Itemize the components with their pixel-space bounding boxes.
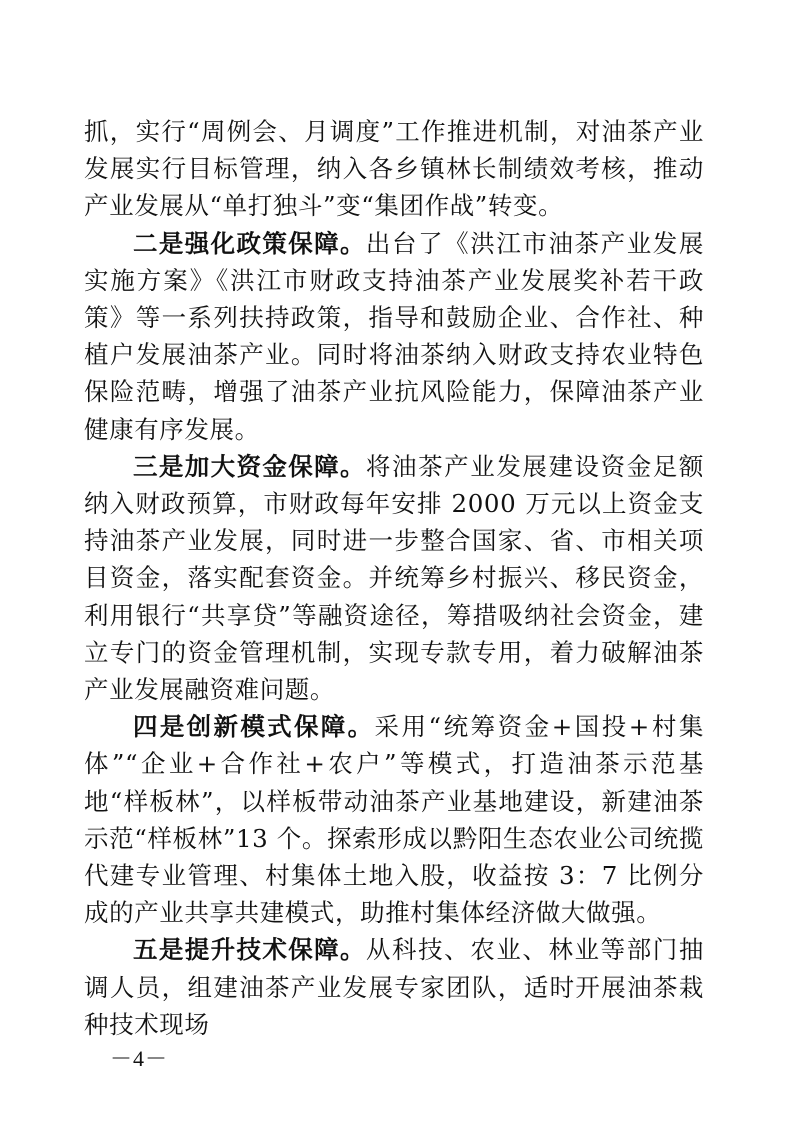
page-number: －4－ [110, 1046, 169, 1071]
paragraph-funding-guarantee [84, 448, 704, 708]
paragraph-lead: 二是强化政策保障。 [133, 228, 366, 258]
paragraph-text: 抓，实行“周例会、月调度”工作推进机制，对油茶产业发展实行目标管理，纳入各乡镇林长制绩效考核，推动产业发展从“单打独斗”变“集团作战”转变。 [84, 117, 704, 221]
paragraph-lead: 五是提升技术保障。 [133, 935, 366, 965]
body-text [84, 113, 704, 1043]
paragraph-policy-guarantee [84, 225, 704, 448]
paragraph-lead: 四是创新模式保障。 [133, 712, 375, 742]
paragraph-text: 出台了《洪江市油茶产业发展实施方案》《洪江市财政支持油茶产业发展奖补若干政策》等一系列扶持政策，指导和鼓励企业、合作社、种植户发展油茶产业。同时将油茶纳入财政支持农业特色保险范畴，增强了油茶产业抗风险能力，保障油茶产业健康有序发展。 [84, 228, 704, 444]
paragraph-model-guarantee [84, 708, 704, 931]
paragraph-text: 从科技、农业、林业等部门抽调人员，组建油茶产业发展专家团队，适时开展油茶栽种技术现场 [84, 935, 704, 1039]
paragraph-text: 采用“统筹资金+国投+村集体”“企业+合作社+农户”等模式，打造油茶示范基地“样板林”，以样板带动油茶产业基地建设，新建油茶示范“样板林”13 个。探索形成以黔阳生态农业公司统揽代建专业管理、村集体土地入股，收益按 3：7 比例分成的产业共享共建模式，助推村集体经济做大做强。 [84, 712, 704, 928]
paragraph-technology-guarantee [84, 931, 704, 1043]
paragraph-lead: 三是加大资金保障。 [133, 451, 366, 481]
paragraph-text: 将油茶产业发展建设资金足额纳入财政预算，市财政每年安排 2000 万元以上资金支持油茶产业发展，同时进一步整合国家、省、市相关项目资金，落实配套资金。并统筹乡村振兴、移民资金，利用银行“共享贷”等融资途径，筹措吸纳社会资金，建立专门的资金管理机制，实现专款专用，着力破解油茶产业发展融资难问题。 [84, 451, 704, 705]
paragraph-continuation [84, 113, 704, 225]
